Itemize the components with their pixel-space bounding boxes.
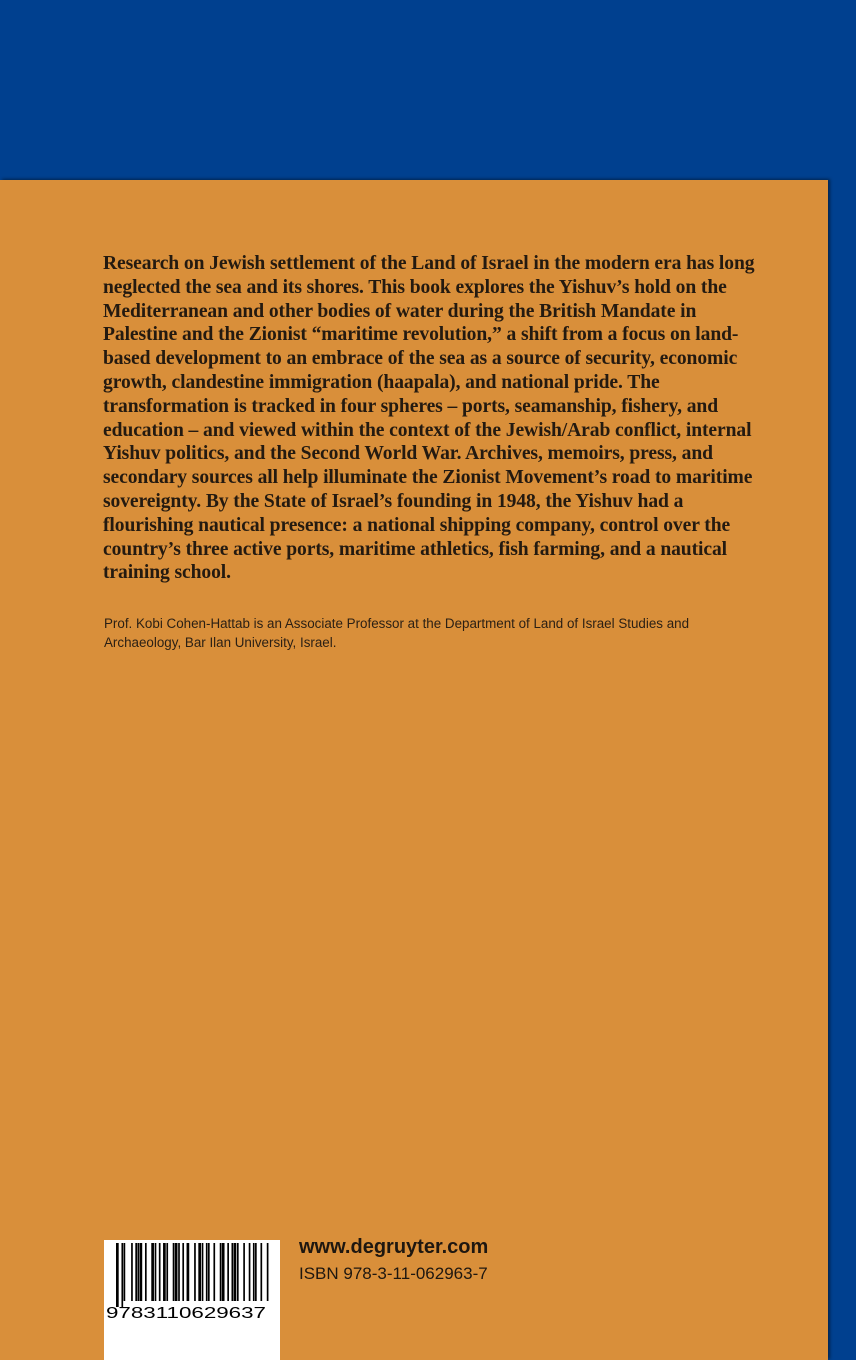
barcode-bar — [116, 1243, 119, 1307]
barcode-bar — [182, 1243, 184, 1301]
barcode-bar — [178, 1243, 180, 1301]
barcode-bar — [175, 1243, 178, 1301]
barcode-bar — [227, 1243, 229, 1301]
barcode-bar — [253, 1243, 255, 1301]
barcode-bar — [202, 1243, 204, 1301]
barcode-bar — [187, 1243, 190, 1301]
barcode-bar — [267, 1243, 269, 1301]
barcode-bar — [234, 1243, 237, 1301]
author-bio: Prof. Kobi Cohen-Hattab is an Associate Professor at the Department of Land of Israel Studies and Archaeology, Bar Ilan University, Israel. — [104, 616, 690, 650]
barcode-bar — [140, 1243, 143, 1301]
barcode-bar — [194, 1243, 196, 1301]
barcode-bar — [159, 1243, 161, 1301]
barcode-bar — [255, 1243, 257, 1301]
barcode-bar — [232, 1243, 234, 1301]
barcode-bar — [173, 1243, 175, 1301]
barcode-bar — [198, 1243, 201, 1301]
barcode-bar — [220, 1243, 222, 1301]
barcode-bar — [121, 1243, 123, 1307]
barcode-bar — [249, 1243, 251, 1301]
barcode-bar — [208, 1243, 210, 1301]
barcode-bar — [260, 1243, 262, 1301]
barcode-bar — [137, 1243, 139, 1301]
barcode-bar — [151, 1243, 154, 1301]
barcode-bar — [155, 1243, 157, 1301]
barcode-bar — [206, 1243, 208, 1301]
barcode-graphic — [104, 1240, 280, 1360]
barcode-bar — [166, 1243, 168, 1301]
barcode-digits: 9783110629637 — [106, 1305, 266, 1322]
book-blurb: Research on Jewish settlement of the Land of Israel in the modern era has long neglected the sea and its shores. This book explores the Yishuv’s hold on the Mediterranean and other bodies of water during the British Mandate in Palestine and the Zionist “maritime revolution,” a shift from a focus on land-based development to an embrace of the sea as a source of security, economic growth, clandestine immigration (haapala), and national pride. The transformation is tracked in four spheres – ports, seamanship, fishery, and education – and viewed within the context of the Jewish/Arab conflict, internal Yishuv politics, and the Second World War. Archives, memoirs, press, and secondary sources all help illuminate the Zionist Movement’s road to maritime sovereignty. By the State of Israel’s founding in 1948, the Yishuv had a flourishing nautical presence: a national shipping company, control over the country’s three active ports, maritime athletics, fish farming, and a nautical training school. — [103, 253, 755, 584]
barcode-bar — [135, 1243, 137, 1301]
barcode-bar — [213, 1243, 215, 1301]
barcode — [104, 1240, 280, 1360]
publisher-url: www.degruyter.com — [299, 1236, 489, 1258]
barcode-bar — [237, 1243, 239, 1301]
barcode-bar — [222, 1243, 225, 1301]
barcode-bar — [131, 1243, 133, 1301]
barcode-bar — [243, 1243, 245, 1301]
barcode-bar — [145, 1243, 147, 1301]
isbn: ISBN 978-3-11-062963-7 — [299, 1264, 488, 1283]
barcode-bar — [124, 1243, 126, 1301]
barcode-bar — [163, 1243, 166, 1301]
